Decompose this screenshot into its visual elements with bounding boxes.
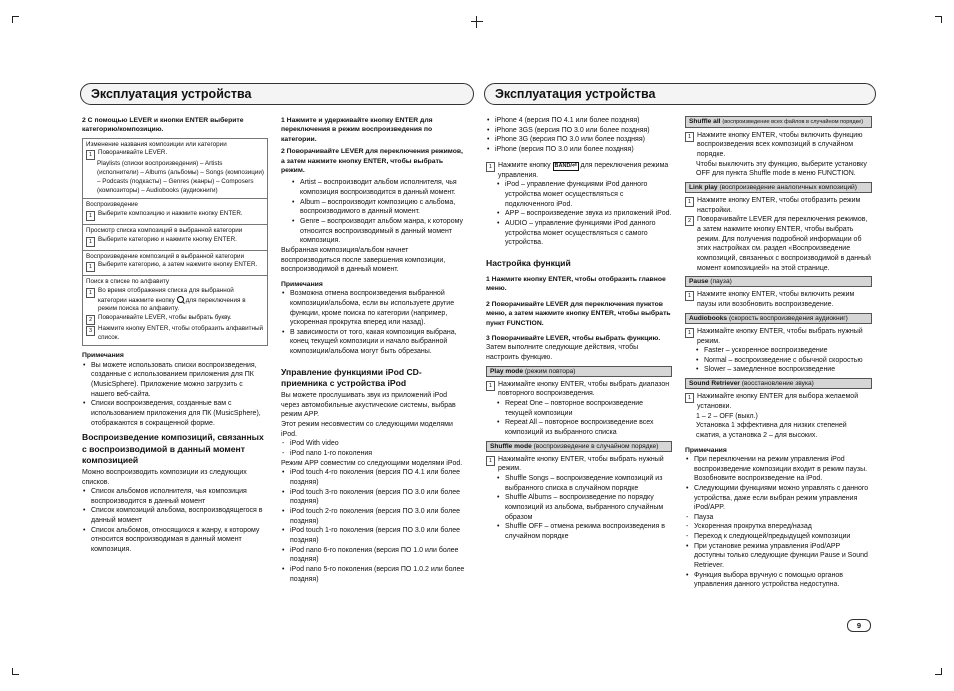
list-item: • Faster – ускоренное воспроизведение (695, 346, 872, 356)
header-label: Pause (689, 278, 709, 286)
right-page-title: Эксплуатация устройства (495, 87, 656, 101)
sound-retriever-header (685, 378, 872, 389)
step-1-hold: 1 Нажмите и удерживайте кнопку ENTER для переключения в режим воспроизведения по категории. (281, 117, 433, 143)
list-item: • iPod touch 2-го поколения (версия ПО 3.0 или более поздняя) (281, 507, 467, 526)
list-item: • iPod nano 5-го поколения (версия ПО 1.0.2 или более поздняя) (281, 565, 467, 584)
step-2-select: 2 С помощью LEVER и кнопки ENTER выберите категорию/композицию. (82, 117, 244, 134)
modes-list (281, 178, 467, 246)
box-section-title: Просмотр списка композиций в выбранной категории (86, 226, 243, 234)
box-section-view-list (83, 224, 267, 250)
box-text: Нажмите кнопку ENTER, чтобы включить режим паузы или возобновить воспроизведение. (697, 291, 855, 309)
box-text: Нажимайте кнопку ENTER, чтобы выбрать диапазон повторного воспроизведения. (498, 380, 670, 398)
list-item: • Genre – воспроизводит альбом жанра, к которому относится воспроизводимый в данный момент композиция. (291, 217, 467, 246)
page-number: 9 (847, 619, 871, 632)
paragraph: Можно воспроизводить композиции из следующих списков. (82, 468, 247, 486)
header-label: Link play (689, 184, 718, 191)
list-item: • iPod touch 3-го поколения (версия ПО 3.0 или более поздняя) (281, 488, 467, 507)
crop-mark-bottom-left (12, 668, 19, 675)
box-text: Поворачивайте LEVER. (98, 149, 168, 157)
step-number: 1 (86, 288, 95, 298)
crop-mark-top-left (12, 16, 19, 23)
audiobooks-header (685, 313, 872, 324)
notes-heading: Примечания (82, 352, 124, 360)
shuffle-mode-header (486, 441, 672, 452)
list-item: • iPod touch 4-го поколения (версия ПО 4.1 или более поздняя) (281, 468, 467, 487)
notes-list (685, 455, 872, 513)
text-part: для переключения в режим поиска по алфавиту. (98, 296, 246, 313)
related-list (82, 487, 268, 555)
header-label: Sound Retriever (689, 380, 740, 388)
box-text: Выберите категорию, а затем нажмите кнопку ENTER. (98, 261, 258, 269)
registration-crosshair-icon (471, 16, 483, 28)
step-number: 1 (486, 381, 495, 391)
step-number: 1 (486, 456, 495, 466)
header-label: Audiobooks (689, 314, 728, 322)
step-number: 1 (685, 393, 694, 403)
category-list: Playlists (списки воспроизведения) – Artists (исполнители) – Albums (альбомы) – Songs (композиции) – Podcasts (подкасты) – Genres (жанры) – Composers (композиторы) – Audiobooks (аудиокниги) (97, 160, 264, 194)
shuffle-mode-list (486, 474, 672, 542)
box-text: Нажимайте кнопку ENTER, чтобы выбрать нужный режим. (498, 455, 664, 473)
paragraph: Затем выполните следующие действия, чтобы настроить функцию. (486, 344, 639, 361)
box-text: Поворачивайте LEVER для переключения режимов, а затем нажмите кнопку ENTER, чтобы выбрать режим. Для получения подробной информации об этих настройках см. раздел «Воспроизведение композиций, связанных с воспроизводимой в данный момент композицией» на этой странице. (697, 216, 871, 272)
section-heading-ipod: Управление функциями iPod CD-приемника с устройства iPod (281, 366, 422, 388)
column-2 (281, 116, 467, 584)
box-section-title: Изменение названия композиции или категории (86, 140, 227, 148)
band-step (486, 161, 672, 181)
list-item: • iPhone 4 (версия ПО 4.1 или более поздняя) (486, 116, 672, 126)
header-sub: (скорость воспроизведения аудиокниг) (728, 314, 848, 322)
list-item: • Следующими функциями можно управлять с данного устройства, даже если выбран режим управления iPod/APP. (685, 484, 872, 513)
header-sub: (восстановление звука) (741, 380, 814, 388)
paragraph: Режим APP совместим со следующими моделями iPod. (281, 459, 463, 467)
list-item: • Artist – воспроизводит альбом исполнителя, чья композиция воспроизводится в данный момент. (291, 178, 467, 197)
list-item: - Пауза (685, 513, 872, 523)
compatible-list (281, 468, 467, 584)
pause-header (685, 276, 872, 287)
list-item: • Repeat All – повторное воспроизведение всех композиций из выбранного списка (496, 418, 672, 437)
shuffle-all-header (685, 116, 872, 128)
list-item: - Ускоренная прокрутка вперед/назад (685, 522, 872, 532)
list-item: • В зависимости от того, какая композиция выбрана, конец текущей композиции и начало выбранной композиции/альбома могут быть обрезаны. (281, 328, 467, 357)
box-text: Нажмите кнопку ENTER, чтобы включить функцию воспроизведения всех композиций в случайном порядке. (697, 131, 863, 159)
header-sub: (режим повтора) (524, 367, 576, 375)
notes-list (281, 289, 467, 357)
notes-list-2 (685, 542, 872, 590)
audiobooks-list (685, 346, 872, 375)
paragraph: Вы можете прослушивать звук из приложений iPod через автомобильные акустические системы, выбрав режим APP. (281, 392, 456, 419)
list-item: • Список альбомов исполнителя, чья композиция воспроизводится в данный момент (82, 487, 268, 506)
compatible-list-continued (486, 116, 672, 155)
step-number: 1 (685, 328, 694, 338)
header-sub: (воспроизведение аналогичных композиций) (719, 184, 857, 191)
crop-mark-top-right (935, 16, 942, 23)
header-sub: (воспроизведение в случайном порядке) (533, 442, 659, 450)
list-item: • Список композиций альбома, воспроизводящегося в данный момент (82, 506, 268, 525)
list-item: • Вы можете использовать списки воспроизведения, созданные с использованием приложения для ПК (MusicSphere). Приложение можно загрузить с нашего веб-сайта. (82, 361, 268, 400)
step-number: 1 (86, 262, 95, 272)
list-item: • При переключении на режим управления iPod воспроизведение композиции входит в режим паузы. Возобновите воспроизведение на iPod. (685, 455, 872, 484)
list-item: • iPod touch 1-го поколения (версия ПО 3.0 или более поздняя) (281, 526, 467, 545)
box-section-playback (83, 198, 267, 224)
box-section-title: Поиск в списке по алфавиту (86, 278, 170, 286)
header-label: Play mode (490, 367, 523, 375)
list-item: • iPhone 3G (версия ПО 3.0 или более поздняя) (486, 135, 672, 145)
step-number: 1 (86, 237, 95, 247)
box-text: Выберите композицию и нажмите кнопку ENTER. (98, 209, 243, 217)
right-page-title-banner (484, 83, 876, 105)
column-1 (82, 116, 268, 555)
section-heading-settings: Настройка функций (486, 257, 571, 268)
list-item: • Возможна отмена воспроизведения выбранной композиции/альбома, если вы используете другие функции, кроме поиска по категории (например, ускоренная прокрутка вперед или назад). (281, 289, 467, 328)
list-item: • Shuffle OFF – отмена режима воспроизведения в случайном порядке (496, 522, 672, 541)
step-2-modes: 2 Поворачивайте LEVER для переключения режимов, а затем нажмите кнопку ENTER, чтобы выбрать режим. (281, 148, 463, 174)
box-text: Нажимайте кнопку ENTER для выбора желаемой установки. (697, 393, 859, 410)
box-text (98, 287, 264, 314)
band-text (498, 161, 672, 181)
step-number: 1 (685, 132, 694, 142)
list-item: • При установке режима управления iPod/APP доступны только следующие функции Pause и Sound Retriever. (685, 542, 872, 571)
link-play-header (685, 182, 872, 193)
list-item: • iPod nano 6-го поколения (версия ПО 1.0 или более поздняя) (281, 546, 467, 565)
list-item: • Repeat One – повторное воспроизведение текущей композиции (496, 399, 672, 418)
box-section-play-category (83, 250, 267, 276)
control-mode-list (486, 180, 672, 248)
step-number: 2 (86, 315, 95, 325)
crop-mark-bottom-right (935, 668, 942, 675)
box-text: Нажмите кнопку ENTER, чтобы отобразить режим настройки. (697, 197, 861, 214)
list-item: - iPod With video (281, 439, 467, 449)
list-item: - iPod nano 1-го поколения (281, 449, 467, 459)
left-page-title-banner (80, 83, 474, 105)
paragraph: 1 – 2 – OFF (выкл.) (696, 412, 758, 420)
step-number: 1 (685, 197, 694, 207)
play-mode-list (486, 399, 672, 438)
paragraph: Чтобы выключить эту функцию, выберите установку OFF для пункта Shuffle mode в меню FUNCTION. (696, 160, 867, 178)
play-mode-header (486, 366, 672, 377)
notes-heading: Примечания (281, 280, 323, 288)
notes-list (82, 361, 268, 429)
column-3 (486, 116, 672, 542)
settings-step-1: 1 Нажмите кнопку ENTER, чтобы отобразить главное меню. (486, 276, 666, 293)
paragraph: Этот режим несовместим со следующими моделями iPod. (281, 421, 453, 438)
functions-list (685, 513, 872, 542)
list-item: - Переход к следующей/предыдущей композиции (685, 532, 872, 542)
section-heading-related: Воспроизведение композиций, связанных с воспроизводимой в данный момент композицией (82, 432, 264, 465)
list-item: • iPhone 3GS (версия ПО 3.0 или более поздняя) (486, 126, 672, 136)
band-button-icon: BAND/⏎ (554, 162, 577, 169)
list-item: • APP – воспроизведение звука из приложений iPod. (496, 209, 672, 219)
step-number: 1 (86, 211, 95, 221)
incompatible-list (281, 439, 467, 458)
box-section-title: Воспроизведение (86, 201, 138, 209)
text-part: для переключения режима управления. (498, 161, 669, 179)
list-item: • iPod – управление функциями iPod данного устройства может осуществляться с подключенного iPod. (496, 180, 672, 209)
header-label: Shuffle all (689, 118, 721, 125)
list-item: • Normal – воспроизведение с обычной скоростью (695, 356, 872, 366)
box-text: Нажимайте кнопку ENTER, чтобы выбрать нужный режим. (697, 327, 863, 345)
list-item: • Списки воспроизведения, созданные вам с использованием приложения для ПК (MusicSphere), отображаются в сокращенной форме. (82, 399, 268, 428)
header-sub: (пауза) (710, 278, 732, 286)
box-text: Нажмите кнопку ENTER, чтобы отобразить алфавитный список. (98, 325, 264, 341)
step-number: 1 (486, 162, 495, 172)
step-number: 1 (685, 291, 694, 301)
text-part: Нажмите кнопку (498, 161, 551, 169)
box-section-title: Воспроизведение композиций в выбранной категории (86, 252, 245, 260)
paragraph: Установка 1 эффективна для низких степеней сжатия, а установка 2 – для высоких. (696, 422, 847, 439)
header-sub: (воспроизведение всех файлов в случайном порядке) (722, 119, 864, 125)
paragraph: Выбранная композиция/альбом начнет воспроизводиться после завершения композиции, воспроизводимой в данный момент. (281, 246, 446, 274)
step-number: 1 (86, 150, 95, 160)
header-label: Shuffle mode (490, 442, 532, 450)
box-text: Выберите категорию и нажмите кнопку ENTER. (98, 235, 237, 243)
notes-heading: Примечания (685, 446, 727, 454)
box-section-change-name (83, 139, 267, 198)
text-part: Во время отображения списка для выбранной категории нажмите кнопку (98, 286, 234, 304)
list-item: • Album – воспроизводит композицию с альбома, воспроизводимого в данный момент. (291, 198, 467, 217)
settings-step-3: 3 Поворачивайте LEVER, чтобы выбрать функцию. (486, 334, 661, 342)
list-item: • Shuffle Songs – воспроизведение композиций из выбранного списка в случайном порядке (496, 474, 672, 493)
settings-step-2: 2 Поворачивайте LEVER для переключения пунктов меню, а затем нажмите кнопку ENTER, чтобы выбрать пункт FUNCTION. (486, 300, 671, 327)
list-item: • iPhone (версия ПО 3.0 или более поздняя) (486, 145, 672, 155)
left-page-title: Эксплуатация устройства (91, 87, 252, 101)
step-number: 3 (86, 326, 95, 336)
box-text: Поворачивайте LEVER, чтобы выбрать букву. (98, 314, 232, 321)
box-section-alpha-search (83, 275, 267, 345)
list-item: • Shuffle Albums – воспроизведение по порядку композиций из альбома, выбранного случайным образом (496, 493, 672, 522)
step-number: 2 (685, 216, 694, 226)
list-item: • AUDIO – управление функциями iPod данного устройства может осуществляться с самого устройства. (496, 219, 672, 248)
list-item: • Slower – замедленное воспроизведение (695, 365, 872, 375)
operations-box (82, 138, 268, 347)
list-item: • Функция выбора вручную с помощью органов управления данного устройства недоступна. (685, 571, 872, 590)
search-icon (177, 296, 184, 303)
list-item: • Список альбомов, относящихся к жанру, к которому относится воспроизводимая в данный момент композиция. (82, 526, 268, 555)
column-4 (685, 116, 872, 590)
